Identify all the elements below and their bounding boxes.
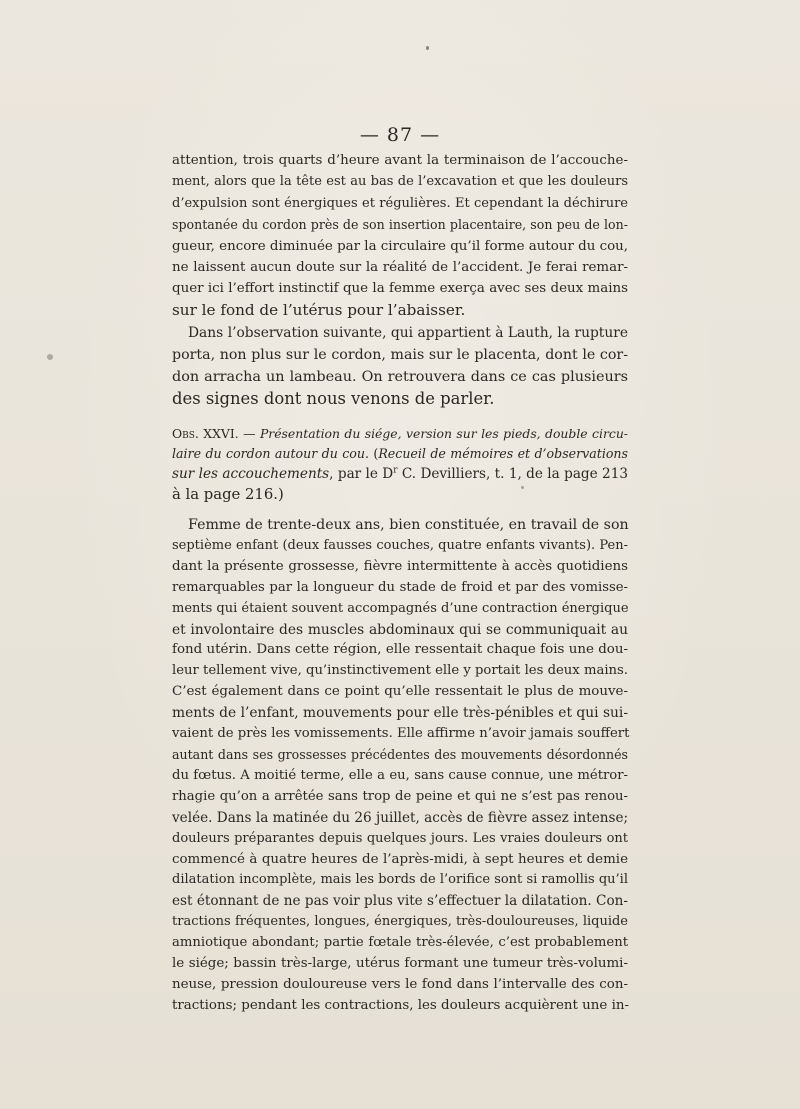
text-line: porta, non plus sur le cordon, mais sur le placenta, dont le cor- (172, 347, 628, 363)
reference-author-sup: r (393, 465, 398, 476)
text-line: ment, alors que la tête est au bas de l’excavation et que les douleurs (172, 174, 628, 190)
text-line: fond utérin. Dans cette région, elle ressentait chaque fois une dou- (172, 642, 628, 658)
paper-speck (521, 486, 524, 489)
text-line: autant dans ses grossesses précédentes des mouvements désordonnés (172, 746, 628, 762)
observation-line-2 (172, 444, 628, 464)
text-line: vaient de près les vomissements. Elle affirme n’avoir jamais souffert (172, 726, 630, 742)
observation-title-2: laire du cordon autour du cou. (172, 446, 369, 462)
reference-author-post: C. Devilliers, t. 1, de la page 213 (397, 466, 628, 483)
text-line: dilatation incomplète, mais les bords de l’orifice sont si ramollis qu’il (172, 872, 628, 888)
text-line: ne laissent aucun doute sur la réalité de l’accident. Je ferai remar- (172, 260, 628, 276)
text-line: septième enfant (deux fausses couches, quatre enfants vivants). Pen- (172, 537, 628, 553)
text-line: dant la présente grossesse, fièvre intermittente à accès quotidiens (172, 558, 628, 574)
observation-label: Obs. XXVI. (172, 426, 239, 441)
reference-open: ( (369, 446, 379, 462)
text-line: tractions; pendant les contractions, les douleurs acquièrent une in- (172, 997, 630, 1013)
page-number: — 87 — (359, 124, 441, 146)
text-line: ments qui étaient souvent accompagnés d’une contraction énergique (172, 600, 629, 616)
reference-title-2: sur les accouchements (172, 466, 330, 483)
text-line: spontanée du cordon près de son insertion placentaire, son peu de lon- (172, 217, 628, 233)
text-line: des signes dont nous venons de parler. (172, 389, 495, 408)
text-line: d’expulsion sont énergiques et régulières. Et cependant la déchirure (172, 195, 628, 211)
text-line: rhagie qu’on a arrêtée sans trop de peine et qui ne s’est pas renou- (172, 788, 628, 804)
reference-title-1: Recueil de mémoires et d’observations (378, 446, 629, 462)
text-line: est étonnant de ne pas voir plus vite s’effectuer la dilatation. Con- (172, 893, 628, 910)
observation-heading (172, 424, 628, 505)
observation-line-1 (172, 424, 628, 444)
paragraph-1 (172, 150, 628, 321)
text-line: commencé à quatre heures de l’après-midi, à sept heures et demie (172, 851, 628, 867)
text-line: ments de l’enfant, mouvements pour elle très-pénibles et qui sui- (172, 705, 628, 722)
text-line: le siége; bassin très-large, utérus formant une tumeur très-volumi- (172, 956, 628, 972)
text-line: velée. Dans la matinée du 26 juillet, accès de fièvre assez intense; (172, 809, 629, 826)
reference-author-pre: , par le D (329, 466, 394, 483)
text-line: Femme de trente-deux ans, bien constituée, en travail de son (188, 517, 629, 533)
text-line: douleurs préparantes depuis quelques jours. Les vraies douleurs ont (172, 830, 628, 846)
text-line: don arracha un lambeau. On retrouvera dans ce cas plusieurs (172, 369, 628, 385)
text-line: remarquables par la longueur du stade de froid et par des vomisse- (172, 579, 628, 595)
text-line: quer ici l’effort instinctif que la femme exerça avec ses deux mains (172, 281, 628, 297)
text-line: tractions fréquentes, longues, énergiques, très-douloureuses, liquide (172, 914, 628, 930)
text-line: et involontaire des muscles abdominaux qui se communiquait au (172, 621, 628, 638)
text-line: attention, trois quarts d’heure avant la terminaison de l’accouche- (172, 153, 628, 168)
text-line: leur tellement vive, qu’instinctivement elle y portait les deux mains. (172, 663, 628, 679)
paper-speck (47, 354, 53, 360)
text-line: Dans l’observation suivante, qui appartient à Lauth, la rupture (188, 325, 628, 341)
paragraph-2 (172, 322, 628, 410)
text-line: sur le fond de l’utérus pour l’abaisser. (172, 300, 466, 319)
text-line: du fœtus. A moitié terme, elle a eu, sans cause connue, une métror- (172, 767, 628, 783)
text-line: gueur, encore diminuée par la circulaire qu’il forme autour du cou, (172, 238, 629, 254)
observation-line-3 (172, 464, 628, 484)
paragraph-3 (172, 515, 628, 1017)
text-line: neuse, pression douloureuse vers le fond dans l’intervalle des con- (172, 976, 628, 992)
paper-speck (426, 46, 429, 50)
observation-title-1: Présentation du siége, version sur les pieds, double circu- (259, 426, 628, 441)
text-line: C’est également dans ce point qu’elle ressentait le plus de mouve- (172, 684, 628, 700)
observation-dash: — (238, 426, 260, 441)
text-line: amniotique abondant; partie fœtale très-élevée, c’est probablement (172, 935, 628, 951)
observation-line-4: à la page 216.) (172, 485, 284, 503)
